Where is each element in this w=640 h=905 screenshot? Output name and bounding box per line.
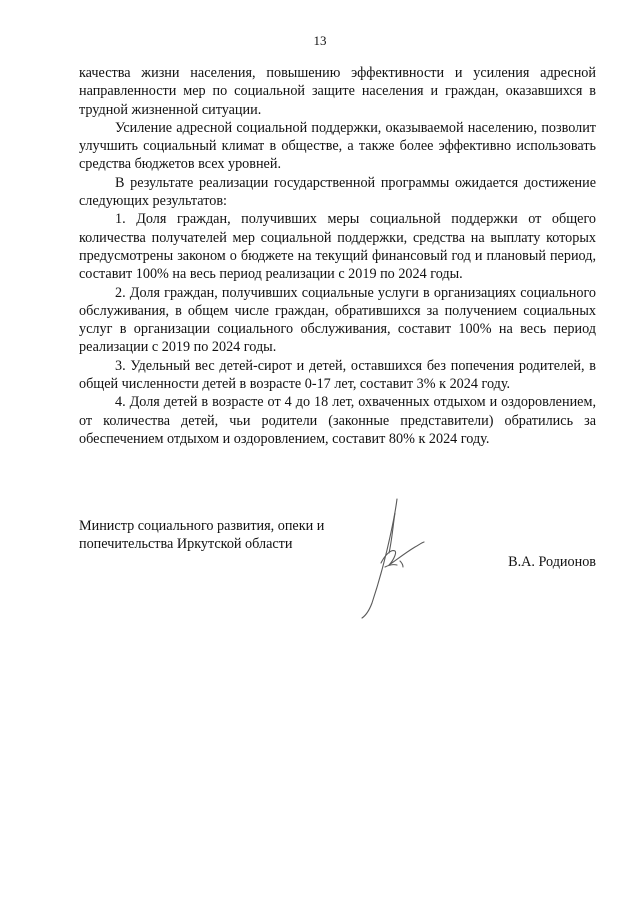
result-item-4: 4. Доля детей в возрасте от 4 до 18 лет, охваченных отдыхом и оздоровлением, от количества детей, чьи родители (законные представители) обратились за обеспечением отдыхом и оздоровлением, составит 80% к 2024 году.: [79, 394, 596, 447]
document-body: [79, 64, 596, 448]
paragraph: Усиление адресной социальной поддержки, оказываемой населению, позволит улучшить социальный климат в обществе, а также более эффективно использовать средства бюджетов всех уровней.: [79, 119, 596, 173]
page-number: 13: [313, 33, 327, 48]
result-item-2: 2. Доля граждан, получивших социальные услуги в организациях социального обслуживания, в общем числе граждан, обратившихся за получением социальных услуг в организации социального обслуживания, составит 100% на весь период реализации с 2019 по 2024 годы.: [79, 284, 596, 356]
result-item-1: 1. Доля граждан, получивших меры социальной поддержки от общего количества получателей мер социальной поддержки, средства на выплату которых предусмотрены законом о бюджете на текущий финансовый год и плановый период, составит 100% на весь период реализации с 2019 по 2024 годы.: [79, 211, 596, 283]
paragraph: В результате реализации государственной программы ожидается достижение следующих результатов:: [79, 174, 596, 210]
result-item-3: 3. Удельный вес детей-сирот и детей, оставшихся без попечения родителей, в общей численности детей в возрасте 0-17 лет, составит 3% к 2024 году.: [79, 357, 596, 393]
signer-title: Министр социального развития, опеки и попечительства Иркутской области: [79, 518, 325, 553]
signature-block: [79, 517, 596, 570]
paragraph: качества жизни населения, повышению эффективности и усиления адресной направленности мер по социальной защите населения и граждан, оказавшихся в трудной жизненной ситуации.: [79, 65, 596, 118]
signer-name: В.А. Родионов: [508, 554, 596, 570]
handwritten-signature: [345, 495, 435, 620]
